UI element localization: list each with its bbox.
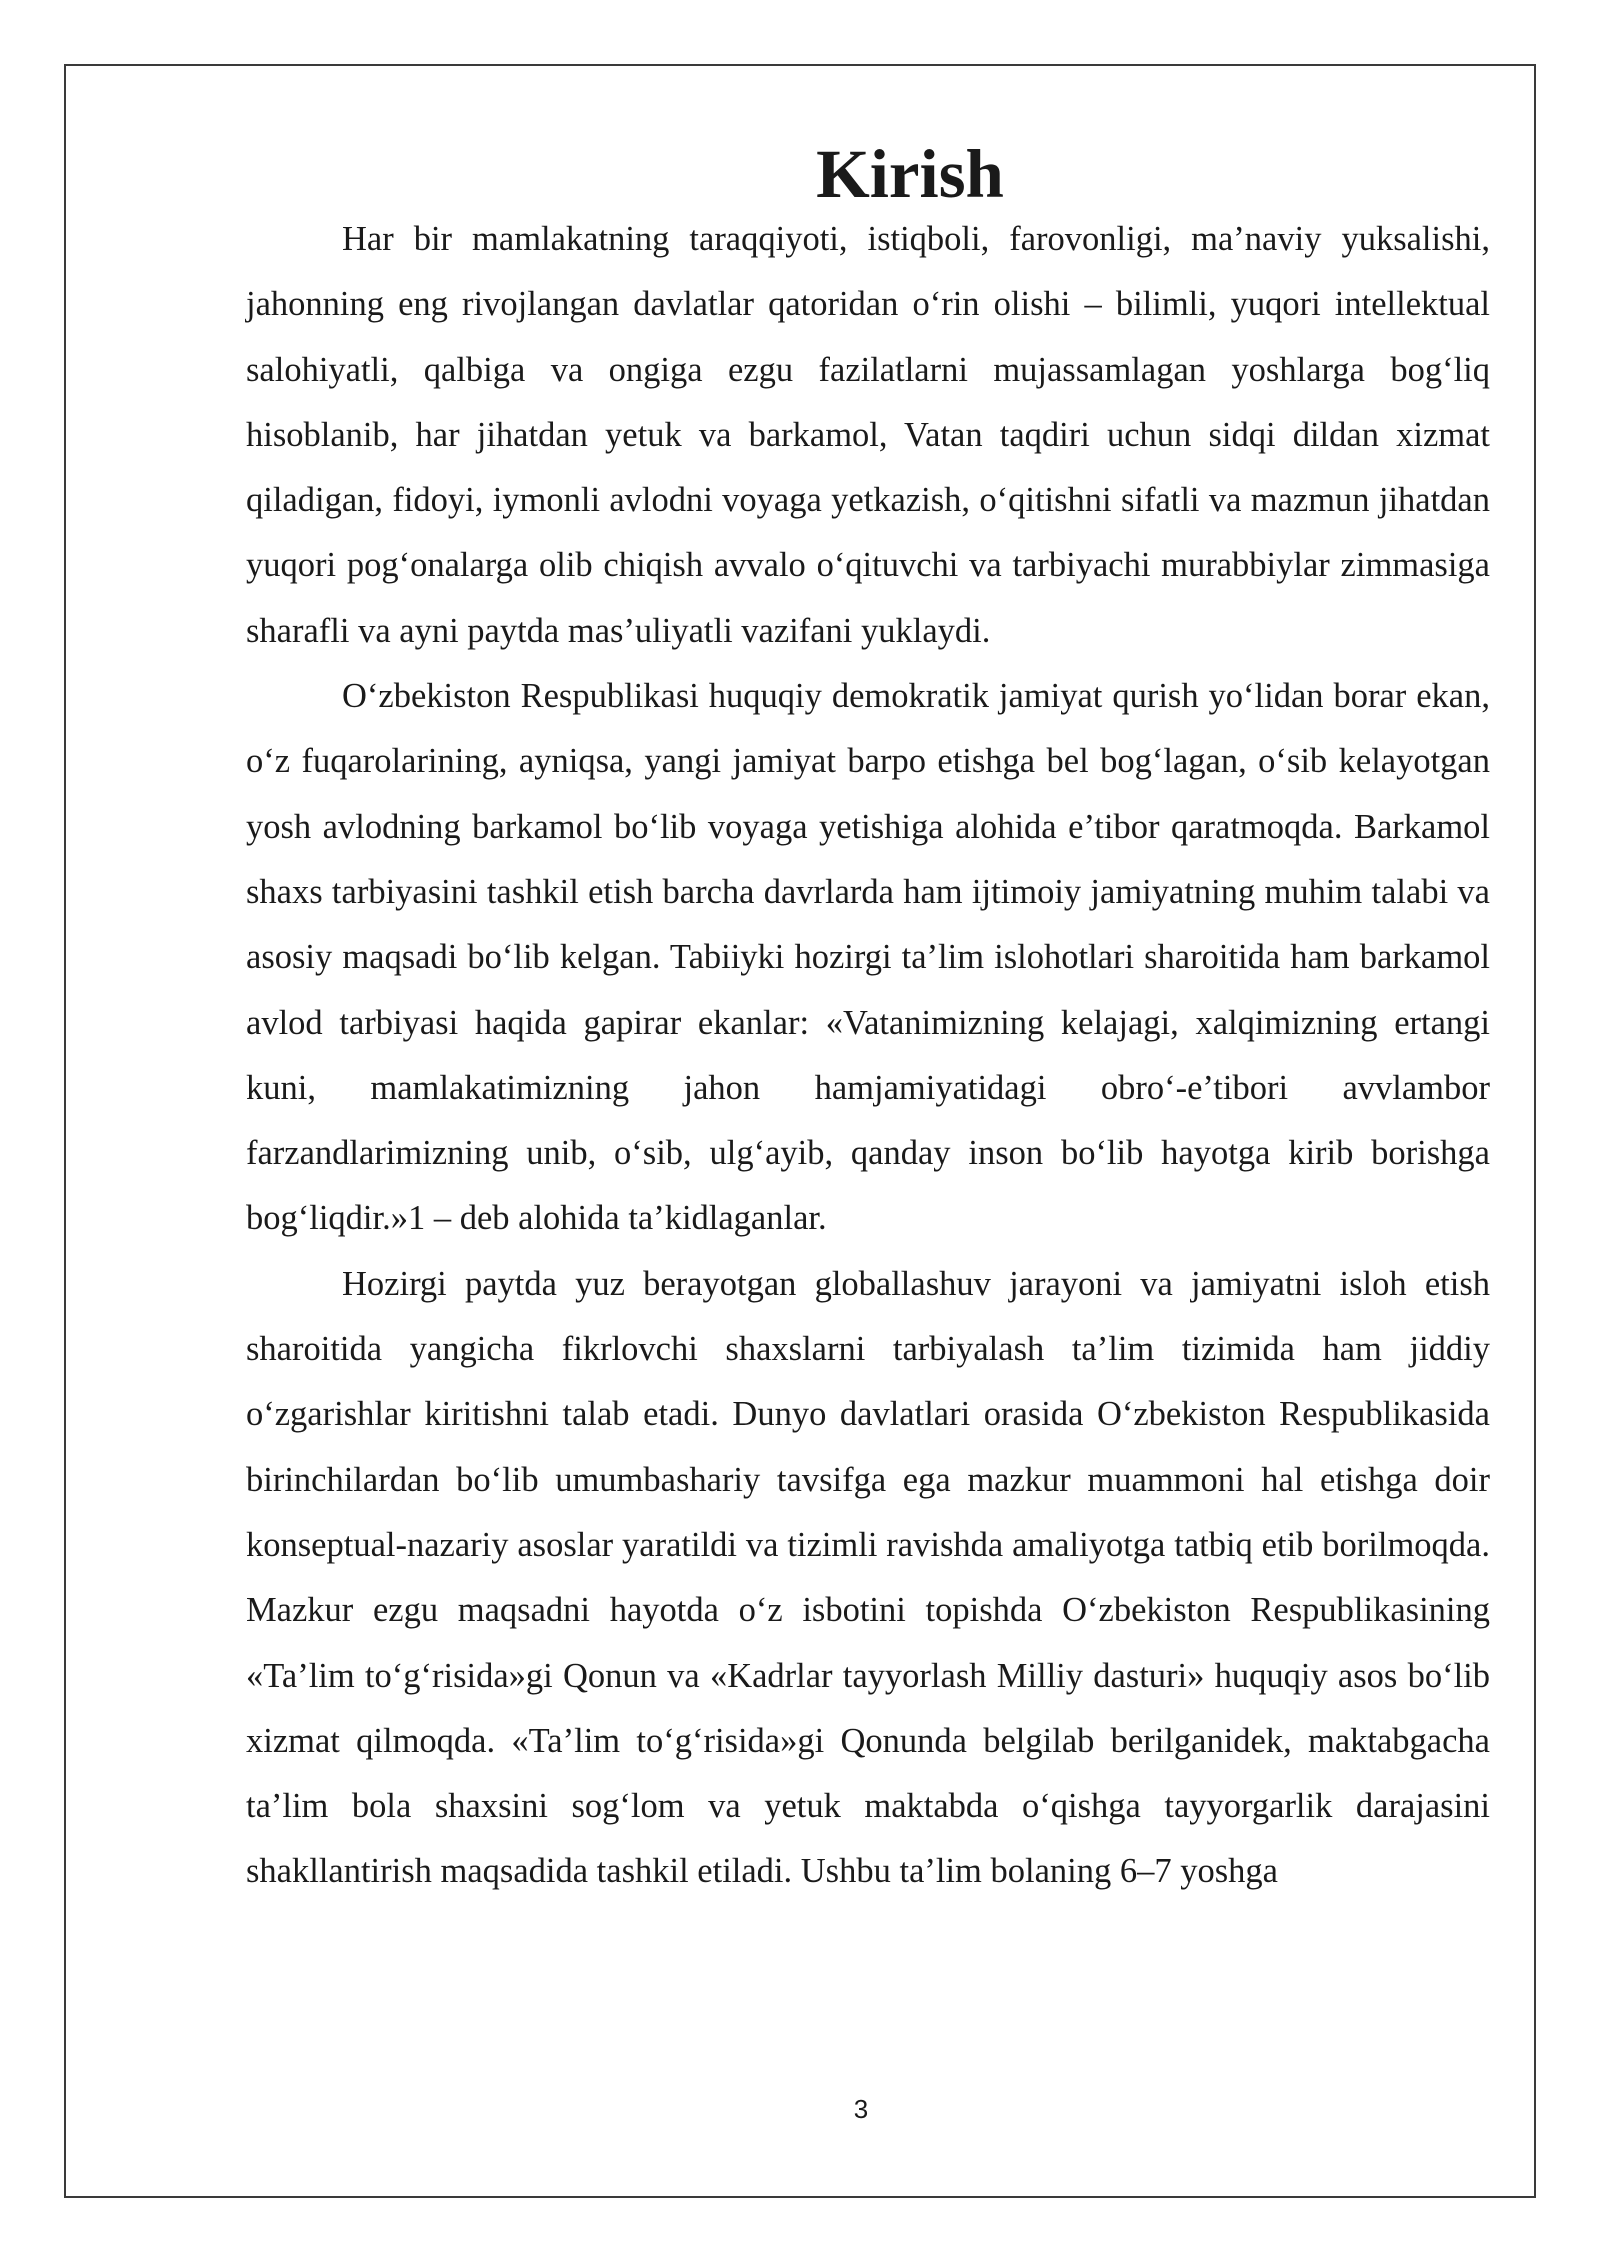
document-title: Kirish <box>816 136 1004 212</box>
page-number: 3 <box>853 2094 869 2124</box>
paragraph-1: Har bir mamlakatning taraqqiyoti, istiqboli, farovonligi, ma’naviy yuksalishi, jahonning eng rivojlangan davlatlar qatoridan o‘rin olishi – bilimli, yuqori intellektual salohiyatli, qalbiga va ongiga ezgu fazilatlarni mujassamlagan yoshlarga bog‘liq hisoblanib, har jihatdan yetuk va barkamol, Vatan taqdiri uchun sidqi dildan xizmat qiladigan, fidoyi, iymonli avlodni voyaga yetkazish, o‘qitishni sifatli va mazmun jihatdan yuqori pog‘onalarga olib chiqish avvalo o‘qituvchi va tarbiyachi murabbiylar zimmasiga sharafli va ayni paytda mas’uliyatli vazifani yuklaydi. <box>246 220 1490 650</box>
paragraph-2: O‘zbekiston Respublikasi huquqiy demokratik jamiyat qurish yo‘lidan borar ekan, o‘z fuqarolarining, ayniqsa, yangi jamiyat barpo etishga bel bog‘lagan, o‘sib kelayotgan yosh avlodning barkamol bo‘lib voyaga yetishiga alohida e’tibor qaratmoqda. Barkamol shaxs tarbiyasini tashkil etish barcha davrlarda ham ijtimoiy jamiyatning muhim talabi va asosiy maqsadi bo‘lib kelgan. Tabiiyki hozirgi ta’lim islohotlari sharoitida ham barkamol avlod tarbiyasi haqida gapirar ekanlar: «Vatanimizning kelajagi, xalqimizning ertangi kuni, mamlakatimizning jahon hamjamiyatidagi obro‘-e’tibori avvlambor farzandlarimizning unib, o‘sib, ulg‘ayib, qanday inson bo‘lib hayotga kirib borishga bog‘liqdir.»1 – deb alohida ta’kidlaganlar. <box>246 677 1490 1238</box>
paragraph-3: Hozirgi paytda yuz berayotgan globallashuv jarayoni va jamiyatni isloh etish sharoitida yangicha fikrlovchi shaxslarni tarbiyalash ta’lim tizimida ham jiddiy o‘zgarishlar kiritishni talab etadi. Dunyo davlatlari orasida O‘zbekiston Respublikasida birinchilardan bo‘lib umumbashariy tavsifga ega mazkur muammoni hal etishga doir konseptual-nazariy asoslar yaratildi va tizimli ravishda amaliyotga tatbiq etib borilmoqda. Mazkur ezgu maqsadni hayotda o‘z isbotini topishda O‘zbekiston Respublikasining «Ta’lim to‘g‘risida»gi Qonun va «Kadrlar tayyorlash Milliy dasturi» huquqiy asos bo‘lib xizmat qilmoqda. «Ta’lim to‘g‘risida»gi Qonunda belgilab berilganidek, maktabgacha ta’lim bola shaxsini sog‘lom va yetuk maktabda o‘qishga tayyorgarlik darajasini shakllantirish maqsadida tashkil etiladi. Ushbu ta’lim bolaning 6–7 yoshga <box>246 1264 1490 1891</box>
document-body <box>246 136 1490 1905</box>
